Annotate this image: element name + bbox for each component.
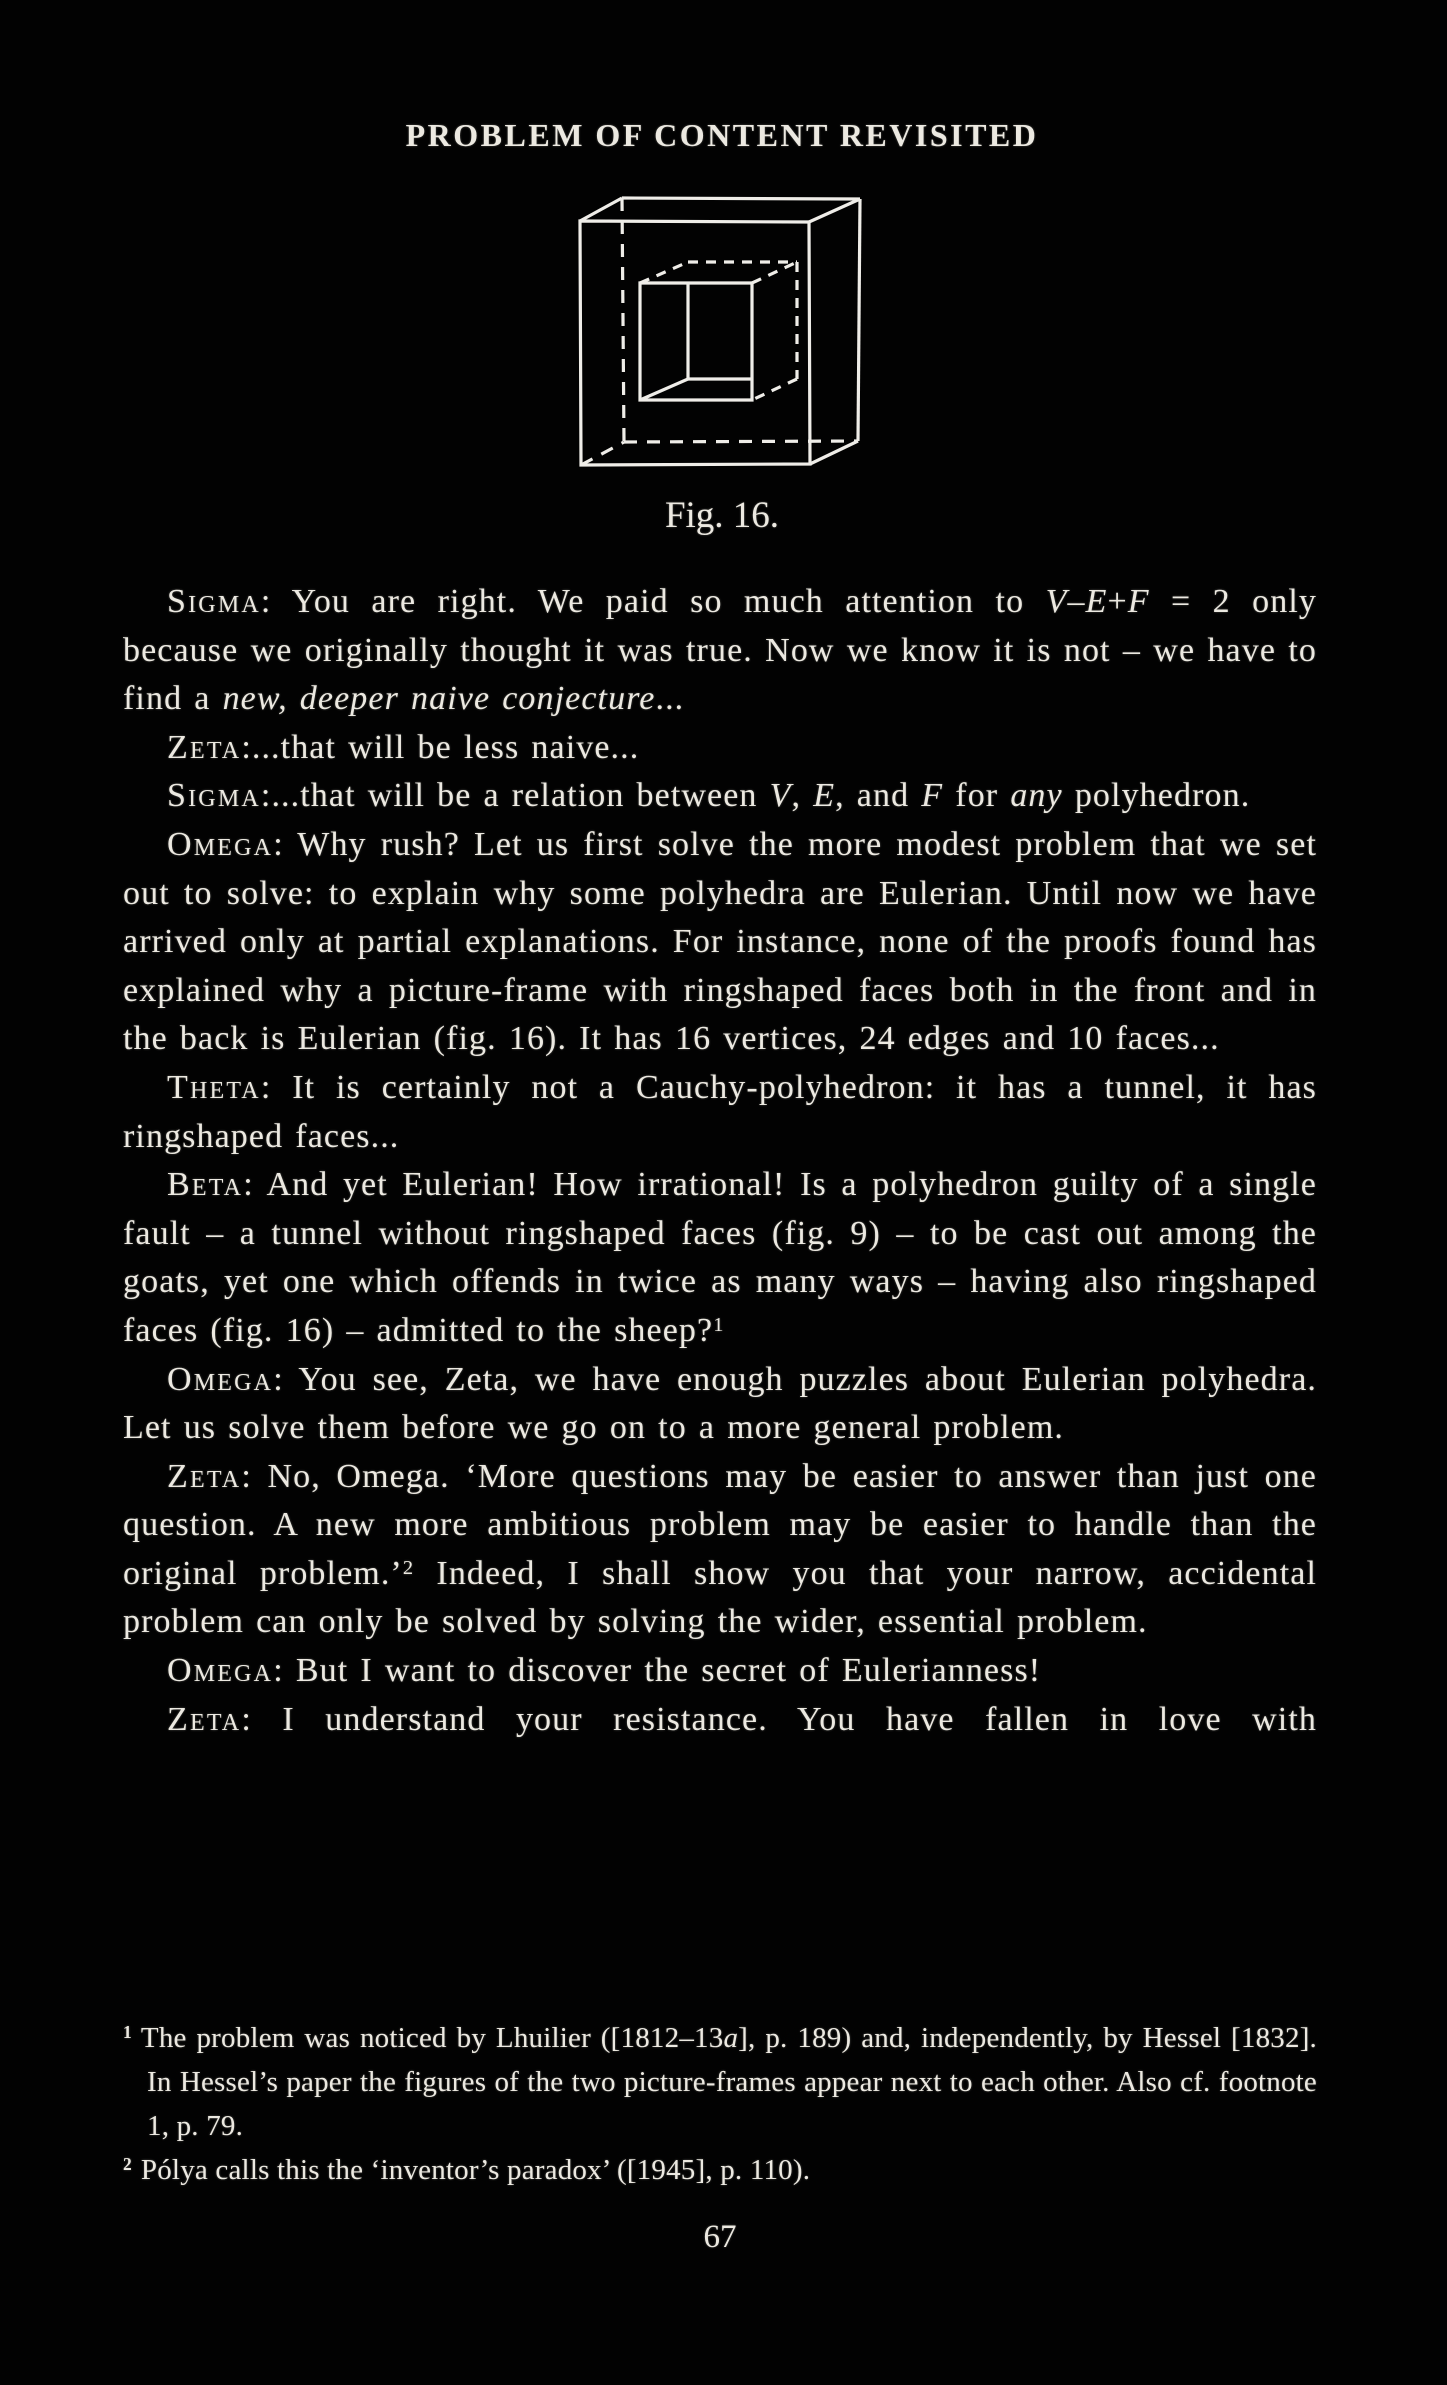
- footnotes: [123, 2016, 1317, 2192]
- text-segment: E: [813, 777, 836, 815]
- dialogue-paragraph: [123, 1696, 1317, 1745]
- page-number: 67: [703, 2219, 737, 2255]
- text-segment: :...that will be less naive...: [241, 728, 640, 766]
- dialogue-paragraph: [123, 1356, 1317, 1453]
- text-segment: : And yet Eulerian! How irrational! Is a polyhedron guilty of a single fault – a tunnel without ringshaped faces (fig. 9) – to be cast out among the goats, yet one which offends in twice as many ways – having also ringshaped faces (fig. 16) – admitted to the sheep?: [123, 1166, 1317, 1349]
- dialogue-paragraph: [123, 821, 1317, 1064]
- text-segment: a: [723, 2022, 739, 2054]
- dialogue-paragraph: [123, 1453, 1317, 1647]
- dialogue-paragraph: [123, 1161, 1317, 1355]
- text-segment: any: [1010, 777, 1063, 815]
- text-segment: F: [1127, 583, 1150, 620]
- text-segment: ...: [655, 680, 685, 718]
- text-segment: F: [921, 777, 944, 815]
- footnote: [123, 2016, 1317, 2148]
- text-segment: +: [1107, 583, 1128, 620]
- text-segment: V: [769, 777, 792, 815]
- text-segment: V: [1045, 583, 1068, 620]
- text-segment: The problem was noticed by Lhuilier ([1812–13: [140, 2022, 724, 2054]
- dialogue-paragraph: [123, 578, 1317, 724]
- text-segment: ], p. 189) and, independently, by Hessel [1832]. In Hessel’s paper the figures of the two picture-frames appear next to each other. Also cf. footnote 1, p. 79.: [147, 2022, 1317, 2142]
- outer-box-solid-edges: [580, 198, 860, 465]
- speaker-name: Zeta: [167, 1700, 242, 1738]
- dialogue-paragraph: [123, 1064, 1317, 1161]
- footnote-marker: 2: [123, 2154, 132, 2175]
- speaker-name: Omega: [167, 1360, 274, 1398]
- footnote-marker: 1: [123, 2022, 132, 2043]
- speaker-name: Theta: [167, 1068, 261, 1106]
- text-segment: Pólya calls this the ‘inventor’s paradox’ ([1945], p. 110).: [140, 2154, 811, 2186]
- speaker-name: Zeta: [167, 1457, 242, 1495]
- text-segment: : You are right. We paid so much attention to: [260, 583, 1046, 620]
- footnote-reference: 1: [713, 1313, 725, 1336]
- text-segment: Indeed, I shall show you that your narrow, accidental problem can only be solved by solving the wider, essential problem.: [123, 1554, 1317, 1641]
- dialogue-paragraph: [123, 724, 1317, 773]
- speaker-name: Omega: [167, 1652, 274, 1690]
- outer-box-hidden-edges: [581, 198, 858, 465]
- dialogue-text: [123, 578, 1317, 1744]
- footnote-reference: 2: [402, 1556, 415, 1579]
- figure-caption: Fig. 16.: [664, 495, 780, 536]
- dialogue-paragraph: [123, 1647, 1317, 1696]
- footnote: [123, 2148, 1317, 2192]
- text-segment: :...that will be a relation between: [260, 777, 770, 815]
- dialogue-paragraph: [123, 772, 1317, 821]
- text-segment: : But I want to discover the secret of Eulerianness!: [273, 1652, 1042, 1690]
- text-segment: polyhedron.: [1062, 777, 1251, 815]
- text-segment: E: [1085, 583, 1108, 620]
- text-segment: : Why rush? Let us first solve the more modest problem that we set out to solve: to explain why some polyhedra are Eulerian. Until now we have arrived only at partial explanations. For instance, none of the proofs found has explained why a picture-frame with ringshaped faces both in the front and in the back is Eulerian (fig. 16). It has 16 vertices, 24 edges and 10 faces...: [123, 825, 1317, 1058]
- text-segment: for: [943, 777, 1011, 815]
- text-segment: new, deeper naive conjecture: [222, 680, 656, 718]
- speaker-name: Sigma: [167, 583, 261, 620]
- running-head: PROBLEM OF CONTENT REVISITED: [405, 117, 1039, 153]
- text-segment: = 2 only because we originally thought it was true. Now we know it is not – we have to find a: [123, 583, 1317, 718]
- tunnel-solid-edges: [640, 283, 752, 400]
- text-segment: : No, Omega. ‘More questions may be easier to answer than just one question. A new more ambitious problem may be easier to handle than the original problem.’: [123, 1457, 1317, 1592]
- speaker-name: Omega: [167, 825, 274, 863]
- speaker-name: Sigma: [167, 777, 261, 815]
- text-segment: : I understand your resistance. You have fallen in love with: [241, 1700, 1317, 1738]
- text-segment: : You see, Zeta, we have enough puzzles about Eulerian polyhedra. Let us solve them before we go on to a more general problem.: [123, 1360, 1317, 1447]
- text-segment: ,: [791, 777, 814, 815]
- picture-frame-figure: [555, 180, 875, 480]
- text-segment: –: [1067, 583, 1086, 620]
- speaker-name: Beta: [167, 1166, 244, 1204]
- text-segment: , and: [835, 777, 922, 815]
- text-segment: : It is certainly not a Cauchy-polyhedron: it has a tunnel, it has ringshaped faces...: [123, 1068, 1317, 1155]
- speaker-name: Zeta: [167, 728, 242, 766]
